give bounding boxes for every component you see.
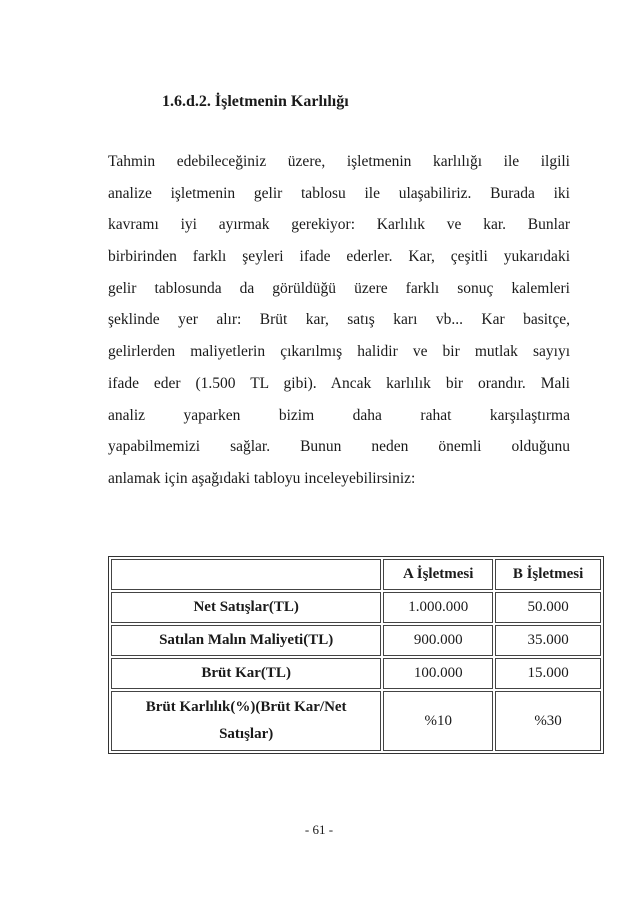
- cell-a: %10: [383, 691, 493, 751]
- body-paragraph: [108, 146, 570, 495]
- table-header-row: [111, 559, 601, 590]
- paragraph-line: kavramı iyi ayırmak gerekiyor: Karlılık ve kar. Bunlar: [108, 216, 570, 234]
- column-header-b: B İşletmesi: [495, 559, 601, 590]
- table-corner-cell: [111, 559, 381, 590]
- column-header-a: A İşletmesi: [383, 559, 493, 590]
- paragraph-line: anlamak için aşağıdaki tabloyu inceleyebilirsiniz:: [108, 469, 416, 487]
- paragraph-line: ifade eder (1.500 TL gibi). Ancak karlılık bir orandır. Mali: [108, 374, 570, 392]
- paragraph-line: yapabilmemizi sağlar. Bunun neden önemli olduğunu: [108, 438, 570, 456]
- row-label-line: Satışlar): [219, 726, 274, 742]
- cell-a: 900.000: [383, 625, 493, 656]
- row-label: Satılan Malın Maliyeti(TL): [111, 625, 381, 656]
- section-heading: 1.6.d.2. İşletmenin Karlılığı: [162, 93, 349, 110]
- row-label: [111, 691, 381, 751]
- page-number: - 61 -: [304, 822, 334, 837]
- paragraph-line: birbirinden farklı şeyleri ifade ederler. Kar, çeşitli yukarıdaki: [108, 248, 570, 266]
- cell-b: 50.000: [495, 592, 601, 623]
- cell-a: 100.000: [383, 658, 493, 689]
- paragraph-line: analize işletmenin gelir tablosu ile ulaşabiliriz. Burada iki: [108, 184, 570, 202]
- table-row: [111, 625, 601, 656]
- cell-b: 35.000: [495, 625, 601, 656]
- comparison-table: [108, 556, 604, 754]
- paragraph-line: Tahmin edebileceğiniz üzere, işletmenin karlılığı ile ilgili: [108, 153, 570, 170]
- row-label: Net Satışlar(TL): [111, 592, 381, 623]
- paragraph-line: şeklinde yer alır: Brüt kar, satış karı vb... Kar basitçe,: [108, 311, 570, 329]
- table-row: [111, 691, 601, 751]
- paragraph-line: analiz yaparken bizim daha rahat karşılaştırma: [108, 406, 570, 424]
- paragraph-line: gelir tablosunda da görüldüğü üzere farklı sonuç kalemleri: [108, 279, 570, 297]
- cell-b: %30: [495, 691, 601, 751]
- paragraph-line: gelirlerden maliyetlerin çıkarılmış halidir ve bir mutlak sayıyı: [108, 343, 570, 361]
- cell-b: 15.000: [495, 658, 601, 689]
- row-label-line: Brüt Karlılık(%)(Brüt Kar/Net: [145, 699, 347, 715]
- row-label: Brüt Kar(TL): [111, 658, 381, 689]
- cell-a: 1.000.000: [383, 592, 493, 623]
- table-row: [111, 658, 601, 689]
- table-row: [111, 592, 601, 623]
